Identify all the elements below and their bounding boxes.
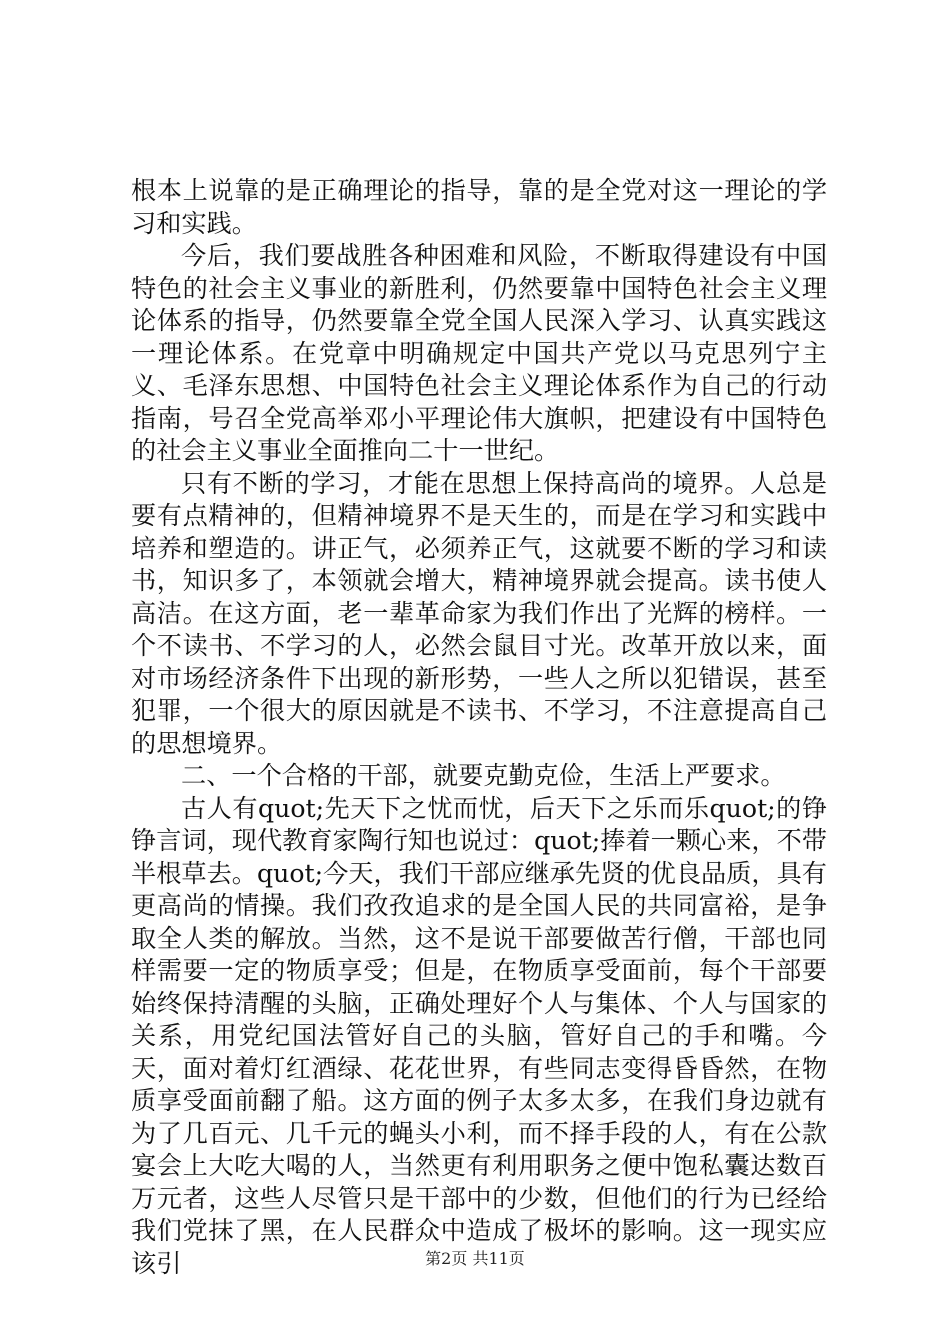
section-heading-frugality: 二、一个合格的干部，就要克勤克俭，生活上严要求。 bbox=[181, 761, 786, 790]
page-number-footer: 第2页 共11页 bbox=[425, 1249, 525, 1268]
paragraph-learning: 只有不断的学习，才能在思想上保持高尚的境界。人总是要有点精神的，但精神境界不是天生的，而是在学习和实践中培养和塑造的。讲正气，必须养正气，这就要不断的学习和读书，知识多了，本领就会增大，精神境界就会提高。读书使人高洁。在这方面，老一辈革命家为我们作出了光辉的榜样。一个不读书、不学习的人，必然会鼠目寸光。改革开放以来，面对市场经济条件下出现的新形势，一些人之所以犯错误，甚至犯罪，一个很大的原因就是不读书、不学习，不注意提高自己的思想境界。 bbox=[131, 468, 827, 758]
paragraph-theory-system: 今后，我们要战胜各种困难和风险，不断取得建设有中国特色的社会主义事业的新胜利，仍然要靠中国特色社会主义理论体系的指导，仍然要靠全党全国人民深入学习、认真实践这一理论体系。在党章中明确规定中国共产党以马克思列宁主义、毛泽东思想、中国特色社会主义理论体系作为自己的行动指南，号召全党高举邓小平理论伟大旗帜，把建设有中国特色的社会主义事业全面推向二十一世纪。 bbox=[131, 241, 827, 465]
document-body bbox=[131, 175, 827, 1280]
paragraph-frugality: 古人有quot;先天下之忧而忧，后天下之乐而乐quot;的铮铮言词，现代教育家陶行知也说过：quot;捧着一颗心来，不带半根草去。quot;今天，我们干部应继承先贤的优良品质，具有更高尚的情操。我们孜孜追求的是全国人民的共同富裕，是争取全人类的解放。当然，这不是说干部要做苦行僧，干部也同样需要一定的物质享受；但是，在物质享受面前，每个干部要始终保持清醒的头脑，正确处理好个人与集体、个人与国家的关系，用党纪国法管好自己的头脑，管好自己的手和嘴。今天，面对着灯红酒绿、花花世界，有些同志变得昏昏然，在物质享受面前翻了船。这方面的例子太多太多，在我们身边就有为了几百元、几千元的蝇头小利，而不择手段的人，有在公款宴会上大吃大喝的人，当然更有利用职务之便中饱私囊达数百万元者，这些人尽管只是干部中的少数，但他们的行为已经给我们党抹了黑，在人民群众中造成了极坏的影响。这一现实应该引 bbox=[131, 793, 827, 1278]
paragraph-continuation: 根本上说靠的是正确理论的指导，靠的是全党对这一理论的学习和实践。 bbox=[131, 176, 827, 238]
